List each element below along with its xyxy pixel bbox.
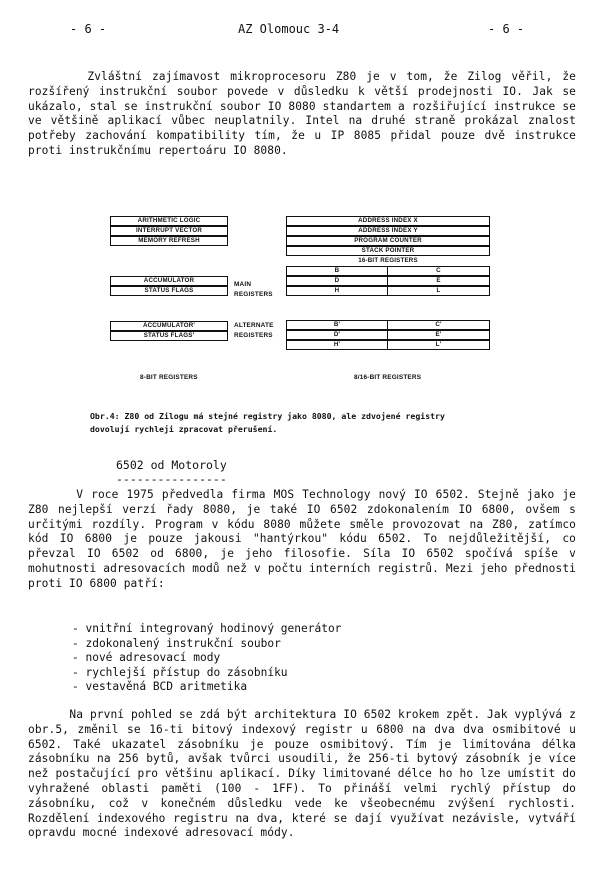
intro-paragraph: Zvláštní zajímavost mikroprocesoru Z80 je v tom, že Zilog věřil, že rozšířený instrukční soubor povede v důsledku k větší prodejnosti IO. Jak se ukázalo, stal se instrukční soubor IO 8080 standartem a rozšiřující instrukce se ve většině aplikací vůbec neuplatnily. Intel na druhé straně prokázal znalost potřeby zachování kompatibility tím, že u IP 8085 přidal pouze dvě instrukce proti instrukčnímu repertoáru IO 8080.	[28, 70, 583, 157]
reg-l: L	[387, 286, 490, 296]
box-address-index-y: ADDRESS INDEX Y	[286, 226, 490, 236]
label-alternate-registers: REGISTERS	[234, 332, 273, 339]
label-main-registers: REGISTERS	[234, 291, 273, 298]
reg-c-alt: C'	[387, 320, 490, 330]
box-accumulator: ACCUMULATOR	[110, 276, 228, 286]
label-alternate: ALTERNATE	[234, 322, 274, 329]
page-number-right: - 6 -	[488, 22, 525, 36]
page-header	[0, 22, 600, 38]
caption-line-1: Obr.4: Z80 od Zilogu má stejné registry jako 8080, ale zdvojené registry	[90, 411, 445, 421]
reg-h: H	[286, 286, 388, 296]
reg-e-alt: E'	[387, 330, 490, 340]
box-accumulator-alt: ACCUMULATOR'	[110, 321, 228, 331]
reg-e: E	[387, 276, 490, 286]
reg-c: C	[387, 266, 490, 276]
box-stack-pointer: STACK POINTER	[286, 246, 490, 256]
list-item: - zdokonalený instrukční soubor	[72, 636, 281, 650]
list-item: - vnitřní integrovaný hodinový generátor	[72, 622, 342, 635]
label-main: MAIN	[234, 281, 252, 288]
reg-l-alt: L'	[387, 340, 490, 350]
section-heading	[116, 458, 227, 486]
reg-b-alt: B'	[286, 320, 388, 330]
list-item: - nové adresovací mody	[72, 651, 221, 664]
box-interrupt-vector: INTERRUPT VECTOR	[110, 226, 228, 236]
page-number-left: - 6 -	[70, 22, 107, 36]
label-8-16bit-registers: 8/16-BIT REGISTERS	[354, 374, 422, 381]
section-title: 6502 od Motoroly	[116, 458, 227, 472]
box-program-counter: PROGRAM COUNTER	[286, 236, 490, 246]
reg-d: D	[286, 276, 388, 286]
header-title: AZ Olomouc 3-4	[238, 22, 340, 36]
box-status-flags: STATUS FLAGS	[110, 286, 228, 296]
box-memory-refresh: MEMORY REFRESH	[110, 236, 228, 246]
box-arithmetic-logic: ARITHMETIC LOGIC	[110, 216, 228, 226]
section-underline: ----------------	[116, 472, 227, 486]
label-16bit-registers: 16-BIT REGISTERS	[358, 257, 418, 264]
caption-line-2: dovolují rychleji zpracovat přerušení.	[90, 424, 278, 434]
list-item: - vestavěná BCD aritmetika	[72, 680, 248, 693]
label-8bit-registers: 8-BIT REGISTERS	[140, 374, 198, 381]
feature-list	[72, 622, 341, 695]
box-address-index-x: ADDRESS INDEX X	[286, 216, 490, 226]
paragraph-6502-intro: V roce 1975 předvedla firma MOS Technology nový IO 6502. Stejně jako je Z80 nejlepší verzí řady 8080, je také IO 6502 zdokonalením IO 6800, ovšem s určitými rozdíly. Program v kódu 8080 můžete směle provozovat na Z80, zatímco kód IO 6800 je pouze jakousi "hantýrkou" kódu 6502. To nejdůležitější, co převzal IO 6502 od 6800, je jeho filosofie. Síla IO 6502 spočívá spíše v mohutnosti adresovacích modů než v počtu interních registrů. Mezi jeho přednosti proti IO 6800 patří:	[28, 488, 583, 590]
list-item: - rychlejší přístup do zásobníku	[72, 665, 288, 679]
reg-d-alt: D'	[286, 330, 388, 340]
register-diagram	[110, 214, 500, 394]
reg-b: B	[286, 266, 388, 276]
reg-h-alt: H'	[286, 340, 388, 350]
paragraph-architecture: Na první pohled se zdá být architektura IO 6502 krokem zpět. Jak vyplývá z obr.5, změnil se 16-ti bitový indexový registr u 6800 na dva dva osmibitové u 6502. Také ukazatel zásobníku je pouze osmibitový. Tím je limitována délka zásobníku na 256 bytů, avšak tvůrci usoudili, že 256-ti bytový zásobník je více než postačující pro většinu aplikací. Díky limitované délce ho ho lze umístit do vyhražené oblasti paměti (100 - 1FF). To přináší velmi rychlý přístup do zásobníku, což v konečném důsledku vede ke všeobecnému zvýšení rychlosti. Rozdělení indexového registru na dva, které se dají využívat nezávisle, vytváří opravdu mocné indexové adresovací módy.	[28, 708, 583, 840]
figure-caption	[90, 410, 530, 436]
box-status-flags-alt: STATUS FLAGS'	[110, 331, 228, 341]
